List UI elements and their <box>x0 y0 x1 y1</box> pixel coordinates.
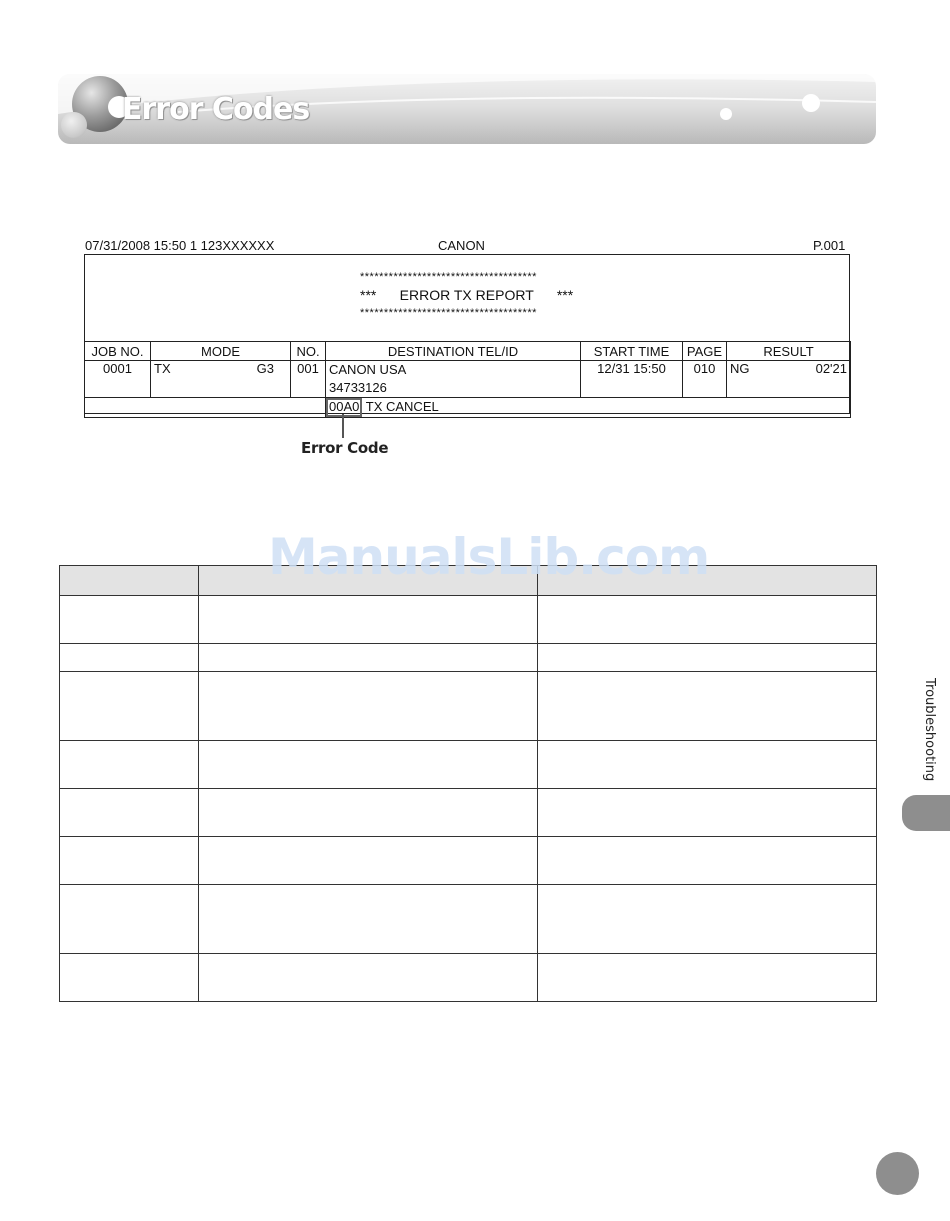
no-cell: 001 <box>291 361 326 398</box>
table-cell <box>60 596 199 644</box>
page-number-badge <box>876 1152 919 1195</box>
report-table-header <box>85 342 851 361</box>
col-destination: DESTINATION TEL/ID <box>326 342 581 361</box>
table-cell <box>199 789 538 837</box>
report-title: *** ERROR TX REPORT *** <box>360 287 574 303</box>
table-cell <box>60 741 199 789</box>
table-row <box>60 789 877 837</box>
duration-value: 02'21 <box>815 361 847 376</box>
page-title: Error Codes <box>122 92 310 127</box>
col-job-no: JOB NO. <box>85 342 151 361</box>
side-tab-label: Troubleshooting <box>922 678 937 782</box>
table-cell <box>60 837 199 885</box>
table-cell <box>199 837 538 885</box>
callout-line <box>342 414 344 438</box>
page-cell: 010 <box>683 361 727 398</box>
header-cell <box>60 566 199 596</box>
mode-cell <box>151 361 291 398</box>
stars-line: ************************************* <box>360 307 537 319</box>
error-row-content <box>326 398 851 418</box>
table-row <box>60 741 877 789</box>
col-page: PAGE <box>683 342 727 361</box>
table-row <box>85 361 851 398</box>
destination-name: CANON USA <box>329 362 407 377</box>
destination-cell <box>326 361 581 398</box>
mode-value: TX <box>154 361 171 376</box>
col-result: RESULT <box>727 342 851 361</box>
table-row <box>60 596 877 644</box>
watermark: ManualsLib.com <box>268 528 710 586</box>
table-cell <box>60 885 199 954</box>
table-cell <box>199 596 538 644</box>
table-cell <box>199 644 538 672</box>
table-cell <box>538 672 877 741</box>
report-header-left: 07/31/2008 15:50 1 123XXXXXX <box>85 238 275 253</box>
error-code-callout: Error Code <box>301 439 389 457</box>
table-cell <box>199 885 538 954</box>
table-cell <box>538 885 877 954</box>
dot-icon <box>802 94 820 112</box>
chapter-tab[interactable] <box>902 795 950 831</box>
table-cell <box>538 837 877 885</box>
table-row <box>60 954 877 1002</box>
dot-icon <box>720 108 732 120</box>
report-header-center: CANON <box>438 238 485 253</box>
error-text: TX CANCEL <box>365 399 439 414</box>
table-cell <box>60 954 199 1002</box>
table-cell <box>538 644 877 672</box>
col-start-time: START TIME <box>581 342 683 361</box>
stars-line: ************************************* <box>360 271 537 283</box>
table-cell <box>538 741 877 789</box>
result-cell <box>727 361 851 398</box>
report-header-right: P.001 <box>813 238 846 253</box>
table-cell <box>60 789 199 837</box>
table-row <box>60 644 877 672</box>
start-time-cell: 12/31 15:50 <box>581 361 683 398</box>
error-row-spacer <box>85 398 326 418</box>
error-code-table <box>59 565 877 1002</box>
table-row <box>60 885 877 954</box>
report-table <box>84 341 851 418</box>
table-cell <box>60 644 199 672</box>
table-row <box>60 837 877 885</box>
small-sphere-icon <box>61 112 87 138</box>
col-no: NO. <box>291 342 326 361</box>
error-row <box>85 398 851 418</box>
destination-number: 34733126 <box>329 380 387 395</box>
table-cell <box>199 672 538 741</box>
table-cell <box>60 672 199 741</box>
table-cell <box>538 954 877 1002</box>
error-code-box: 00A0 <box>326 398 362 417</box>
table-cell <box>538 789 877 837</box>
table-cell <box>199 741 538 789</box>
result-value: NG <box>730 361 750 376</box>
table-cell <box>538 596 877 644</box>
table-row <box>60 672 877 741</box>
col-mode: MODE <box>151 342 291 361</box>
mode-g3: G3 <box>256 361 274 376</box>
job-no-cell: 0001 <box>85 361 151 398</box>
table-cell <box>199 954 538 1002</box>
